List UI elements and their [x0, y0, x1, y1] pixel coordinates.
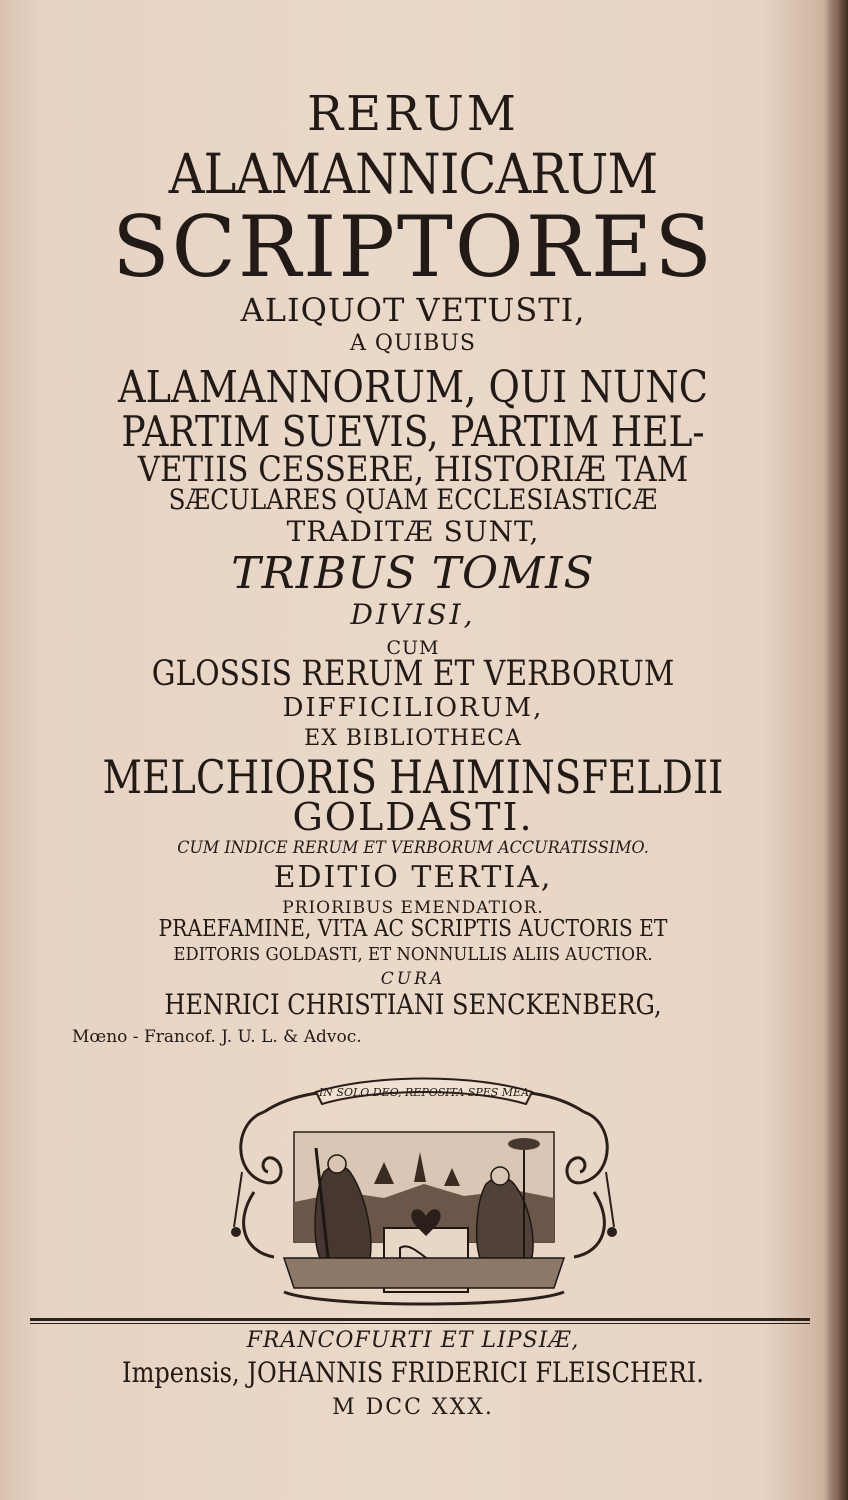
- vignette-motto: IN SOLO DEO, REPOSITA SPES MEA: [318, 1086, 530, 1099]
- imprint-publisher: Impensis, JOHANNIS FRIDERICI FLEISCHERI.: [122, 1356, 704, 1389]
- title-line-a-quibus: A QUIBUS: [350, 331, 476, 356]
- title-line-editoris: EDITORIS GOLDASTI, ET NONNULLIS ALIIS AUCTIOR.: [173, 944, 653, 965]
- title-line-editio: EDITIO TERTIA,: [273, 860, 553, 895]
- title-line-moeno: Mœno - Francof. J. U. L. & Advoc.: [72, 1027, 362, 1047]
- title-line-cura: CURA: [380, 969, 446, 989]
- title-line-alamannorum: ALAMANNORUM, QUI NUNC: [117, 362, 709, 413]
- title-line-vetiis: VETIIS CESSERE, HISTORIÆ TAM: [137, 450, 689, 490]
- title-line-tribus-tomis: TRIBUS TOMIS: [231, 548, 595, 599]
- imprint-place: FRANCOFURTI ET LIPSIÆ,: [246, 1328, 580, 1353]
- title-line-melchioris: MELCHIORIS HAIMINSFELDII: [102, 750, 724, 804]
- title-line-cum: CUM: [386, 637, 440, 659]
- title-line-henrici: HENRICI CHRISTIANI SENCKENBERG,: [164, 988, 662, 1021]
- title-line-difficiliorum: DIFFICILIORUM,: [282, 693, 544, 723]
- title-line-partim: PARTIM SUEVIS, PARTIM HEL-: [121, 407, 705, 456]
- title-line-glossis: GLOSSIS RERUM ET VERBORUM: [151, 654, 675, 694]
- title-line-scriptores: SCRIPTORES: [112, 198, 714, 296]
- title-line-cum-indice: CUM INDICE RERUM ET VERBORUM ACCURATISSIMO.: [177, 838, 649, 858]
- title-line-saeculares: SÆCULARES QUAM ECCLESIASTICÆ: [168, 483, 658, 516]
- title-line-prioribus: PRIORIBUS EMENDATIOR.: [282, 898, 544, 918]
- title-line-praefamine: PRAEFAMINE, VITA AC SCRIPTIS AUCTORIS ET: [158, 916, 668, 942]
- imprint-year: M DCC XXX.: [332, 1395, 494, 1420]
- title-line-alamannicarum: ALAMANNICARUM: [168, 142, 658, 206]
- title-line-goldasti: GOLDASTI.: [292, 795, 534, 839]
- title-line-traditae: TRADITÆ SUNT,: [286, 515, 540, 548]
- title-line-rerum: RERUM: [307, 86, 519, 142]
- title-line-ex-bibliotheca: EX BIBLIOTHECA: [304, 726, 522, 751]
- vignette-illustration: [224, 1052, 624, 1314]
- title-line-aliquot: ALIQUOT VETUSTI,: [240, 291, 586, 329]
- title-line-divisi: DIVISI,: [350, 598, 476, 631]
- printer-vignette: [224, 1052, 624, 1314]
- imprint-divider-rule: [30, 1318, 810, 1324]
- page-edge-shadow: [826, 0, 848, 1500]
